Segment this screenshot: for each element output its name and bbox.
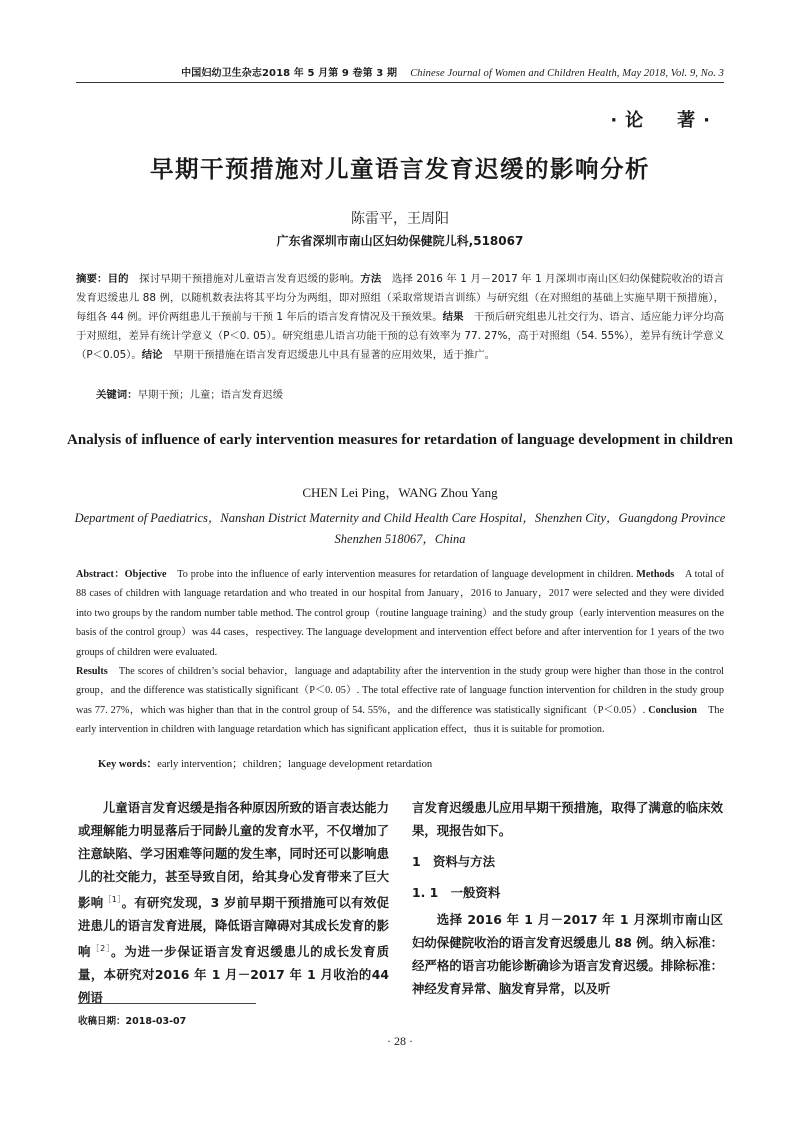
body-text: 。为进一步保证语言发育迟缓患儿的成长发育质量，本研究对2016 年 1 月－2017 年 1 月收治的44 例语 (78, 944, 390, 1006)
body-text: 儿童语言发育迟缓是指各种原因所致的语言表达能力或理解能力明显落后于同龄儿童的发育水平，不仅增加了注意缺陷、学习困难等问题的发生率，同时还可以影响患儿的社交能力，甚至导致自闭，给其身心发育带来了巨大影响 (78, 800, 389, 911)
abstract-cn-objective-label: 目的 (107, 273, 129, 285)
section-tag: ·论 著· (610, 110, 718, 131)
body-paragraph (78, 796, 389, 1009)
abstract-en-objective-label: Objective (124, 569, 167, 580)
subsection-heading: 1. 1 一般资料 (412, 885, 501, 900)
body-column-left (78, 796, 389, 1009)
abstract-en (76, 565, 724, 740)
keywords-en-text: early intervention；children；language development retardation (157, 759, 433, 770)
abstract-cn-methods-label: 方法 (360, 273, 382, 285)
abstract-en-results-label: Results (76, 666, 108, 678)
abstract-en-methods: A total of 88 cases of children with language retardation and who treated in our hospital from January，2016 to January，2017 were selected and they were divided into two groups by the random number table method. The control group（routine language training）and the study group（early intervention measures on the basis of the control group）was 44 cases，respectivey. The language development and intervention effect before and after intervention for 1 years of the two groups of children were evaluated. (76, 569, 725, 658)
abstract-cn-lead: 摘要： (76, 273, 108, 285)
journal-title-cn: 中国妇幼卫生杂志2018 年 5 月第 9 卷第 3 期 (181, 68, 398, 79)
received-date-footnote: 收稿日期：2018-03-07 (78, 1016, 187, 1027)
abstract-cn-results: 干预后研究组患儿社交行为、语言、适应能力评分均高于对照组，差异有统计学意义（P＜0. 05）。研究组患儿语言功能干预的总有效率为 77. 27%，高于对照组（54. 55%），差异有统计学意义（P＜0.05）。 (76, 311, 725, 361)
footnote-divider (78, 1003, 256, 1004)
body-paragraph: 言发育迟缓患儿应用早期干预措施，取得了满意的临床效果，现报告如下。 (412, 800, 723, 838)
citation-ref[interactable]: ［2］ (91, 944, 112, 954)
abstract-cn-methods: 选择 2016 年 1 月－2017 年 1 月深圳市南山区妇幼保健院收治的语言发育迟缓患儿 88 例，以随机数表法将其平均分为两组，即对照组（采取常规语言训练）与研究组（在对照组的基础上实施早期干预措施），每组各 44 例。评价两组患儿干预前与干预 1 年后的语言发育情况及干预效果。 (76, 273, 725, 323)
abstract-cn-objective: 探讨早期干预措施对儿童语言发育迟缓的影响。 (128, 273, 361, 285)
abstract-cn-paragraph (76, 270, 724, 365)
abstract-en-objective: To probe into the influence of early intervention measures for retardation of language development in children. (166, 569, 634, 580)
journal-title-en: Chinese Journal of Women and Children Health, May 2018, Vol. 9, No. 3 (410, 68, 724, 79)
abstract-en-conclusion-label: Conclusion (648, 704, 697, 716)
section-heading: 1 资料与方法 (412, 854, 495, 869)
abstract-en-lead: Abstract： (76, 569, 125, 580)
running-header (76, 64, 724, 79)
abstract-en-results: The scores of children’s social behavior，language and adaptability after the intervention in the study group were higher than those in the control group，and the difference was statistically significant（P＜0. 05）. The total effective rate of language function intervention for children in the study group was 77. 27%，which was higher than that in the control group of 54. 55%，and the difference was statistically significant（P＜0.05）. (76, 666, 724, 716)
keywords-cn (96, 386, 724, 401)
authors-en: CHEN Lei Ping，WANG Zhou Yang (302, 485, 498, 500)
affiliation-en: Department of Paediatrics，Nanshan District Maternity and Child Health Care Hospital，Shenzhen City，Guangdong Province Shenzhen 518067，China (74, 511, 726, 546)
abstract-cn-results-label: 结果 (442, 311, 464, 323)
abstract-en-paragraph (76, 565, 724, 740)
keywords-cn-text: 早期干预；儿童；语言发育迟缓 (137, 389, 284, 401)
keywords-cn-label: 关键词： (96, 389, 138, 401)
page-number: · 28 · (387, 1034, 413, 1048)
header-divider (76, 82, 724, 83)
body-text: 。有研究发现，3 岁前早期干预措施可以有效促进患儿的语言发育进展，降低语言障碍对其成长发育的影响 (78, 895, 390, 960)
abstract-cn (76, 270, 724, 365)
article-title-en: Analysis of influence of early intervention measures for retardation of language development in children (67, 432, 733, 448)
body-column-right (412, 796, 723, 1000)
body-paragraph: 选择 2016 年 1 月－2017 年 1 月深圳市南山区妇幼保健院收治的语言发育迟缓患儿 88 例。纳入标准：经严格的语言功能诊断确诊为语言发育迟缓。排除标准：神经发育异常、脑发育异常，以及听 (412, 912, 723, 996)
article-title-cn: 早期干预措施对儿童语言发育迟缓的影响分析 (150, 155, 650, 183)
abstract-cn-conclusion: 早期干预措施在语言发育迟缓患儿中具有显著的应用效果，适于推广。 (162, 349, 496, 361)
abstract-en-conclusion: The early intervention in children with language retardation which has significant application effect，thus it is suitable for promotion. (76, 704, 725, 736)
keywords-en (98, 756, 724, 771)
authors-cn: 陈雷平，王周阳 (351, 211, 449, 227)
abstract-en-methods-label: Methods (636, 569, 675, 580)
abstract-cn-conclusion-label: 结论 (141, 349, 163, 361)
keywords-en-label: Key words： (98, 759, 158, 770)
affiliation-cn: 广东省深圳市南山区妇幼保健院儿科,518067 (276, 234, 524, 248)
citation-ref[interactable]: ［1］ (103, 895, 122, 904)
